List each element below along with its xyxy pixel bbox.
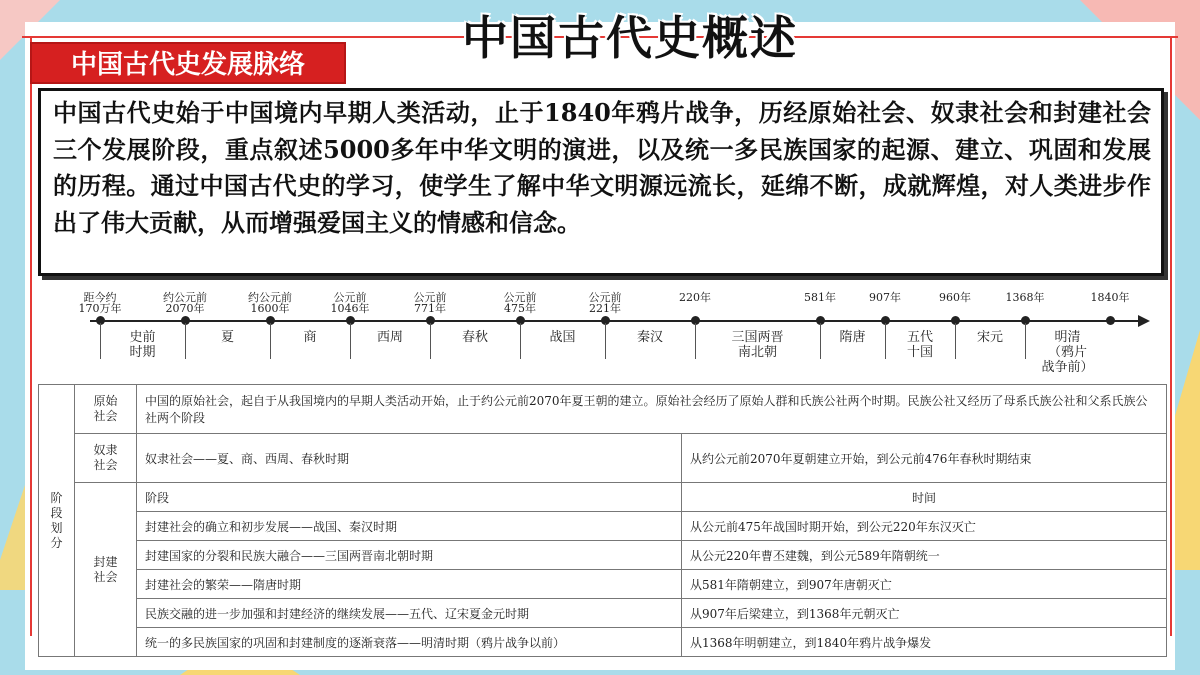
timeline-marker-label: 约公元前 2070年 [163,291,207,315]
stage-label: 阶 段 划 分 [50,490,63,550]
feudal-header-time: 时间 [912,490,937,505]
feudal-stage: 封建社会的确立和初步发展——战国、秦汉时期 [145,519,398,534]
primitive-desc-cell [137,385,1167,434]
timeline-marker-label: 1840年 [1090,291,1130,304]
timeline-marker-label: 581年 [804,291,836,304]
timeline-period: 春秋 [461,330,488,345]
feudal-stage-cell [137,628,682,657]
timeline-marker-label: 220年 [679,291,711,304]
feudal-time-cell [682,628,1167,657]
feudal-time: 从1368年明朝建立，到1840年鸦片战争爆发 [690,635,932,650]
timeline-period: 明清 （鸦片 战争前） [1041,330,1094,375]
feudal-stage: 封建国家的分裂和民族大融合——三国两晋南北朝时期 [145,548,434,563]
timeline-period: 三国两晋 南北朝 [731,330,784,360]
feudal-stage-cell [137,541,682,570]
feudal-stage-cell [137,570,682,599]
feudal-header-stage-cell [137,483,682,512]
feudal-label: 封建 社会 [93,554,118,584]
feudal-stage: 统一的多民族国家的巩固和封建制度的逐渐衰落——明清时期（鸦片战争以前） [145,635,566,650]
timeline-period: 宋元 [976,330,1003,345]
timeline-marker-label: 1368年 [1005,291,1045,304]
feudal-label-cell [75,483,137,657]
timeline-marker-label: 约公元前 1600年 [248,291,292,315]
timeline-period: 隋唐 [839,330,866,345]
feudal-time-cell [682,570,1167,599]
slave-time-cell [682,434,1167,483]
timeline-marker-label: 公元前 475年 [503,291,537,315]
primitive-desc: 中国的原始社会，起自于从我国境内的早期人类活动开始，止于约公元前2070年夏王朝的建立。原始社会经历了原始人群和氏族公社两个时期。民族公社又经历了母系氏族公社和父系氏族公社两个阶段 [145,394,1148,425]
table-row [39,512,1167,541]
timeline-tick [1106,316,1115,325]
feudal-stage: 封建社会的繁荣——隋唐时期 [145,577,302,592]
stage-label-cell [39,385,75,657]
timeline-axis [90,320,1140,322]
table-row [39,541,1167,570]
feudal-time: 从公元前475年战国时期开始，到公元220年东汉灭亡 [690,519,976,534]
frame-line-right [1170,36,1172,636]
timeline-marker-label: 公元前 771年 [413,291,447,315]
feudal-time-cell [682,512,1167,541]
timeline-period: 西周 [376,330,403,345]
timeline-marker-label: 公元前 221年 [588,291,622,315]
slave-label: 奴隶 社会 [93,443,118,472]
timeline [70,290,1160,375]
frame-line-left [30,36,32,636]
slave-time: 从约公元前2070年夏朝建立开始，到公元前476年春秋时期结束 [690,451,1032,466]
slave-desc: 奴隶社会——夏、商、西周、春秋时期 [145,451,350,466]
feudal-stage-cell [137,512,682,541]
feudal-header-stage: 阶段 [145,490,170,505]
slave-label-cell [75,434,137,483]
timeline-period: 战国 [549,330,576,345]
feudal-time: 从581年隋朝建立，到907年唐朝灭亡 [690,577,892,592]
timeline-period: 秦汉 [636,330,663,345]
timeline-period: 夏 [220,330,234,345]
feudal-stage: 民族交融的进一步加强和封建经济的继续发展——五代、辽宋夏金元时期 [145,606,530,621]
timeline-arrow-icon [1138,315,1150,327]
timeline-period: 五代 十国 [906,330,933,360]
feudal-time-cell [682,541,1167,570]
timeline-period: 商 [303,330,317,345]
primitive-label: 原始 社会 [93,394,118,423]
feudal-time: 从公元220年曹丕建魏，到公元589年隋朝统一 [690,548,940,563]
table-row [39,570,1167,599]
timeline-marker-label: 公元前 1046年 [330,291,370,315]
table-row-feudal-header [39,483,1167,512]
slave-desc-cell [137,434,682,483]
feudal-time: 从907年后梁建立，到1368年元朝灭亡 [690,606,900,621]
page-title: 中国古代史概述 [462,11,798,65]
table-row-primitive [39,385,1167,434]
section-tag: 中国古代史发展脉络 [30,42,346,84]
feudal-stage-cell [137,599,682,628]
timeline-marker-label: 960年 [939,291,971,304]
timeline-marker-label: 907年 [869,291,901,304]
feudal-time-cell [682,599,1167,628]
intro-paragraph: 中国古代史始于中国境内早期人类活动，止于1840年鸦片战争，历经原始社会、奴隶社会和封建社会三个发展阶段，重点叙述5000多年中华文明的演进，以及统一多民族国家的起源、建立、巩固和发展的历程。通过中国古代史的学习，使学生了解中华文明源远流长，延绵不断，成就辉煌，对人类进步作出了伟大贡献，从而增强爱国主义的情感和信念。 [38,88,1164,276]
timeline-period: 史前 时期 [129,330,156,360]
feudal-header-time-cell [682,483,1167,512]
timeline-marker-label: 距今约 170万年 [78,291,122,315]
table-row [39,628,1167,657]
stage-table [38,384,1167,657]
stage-table-wrapper [38,384,1166,657]
table-row-slave [39,434,1167,483]
table-row [39,599,1167,628]
primitive-label-cell [75,385,137,434]
